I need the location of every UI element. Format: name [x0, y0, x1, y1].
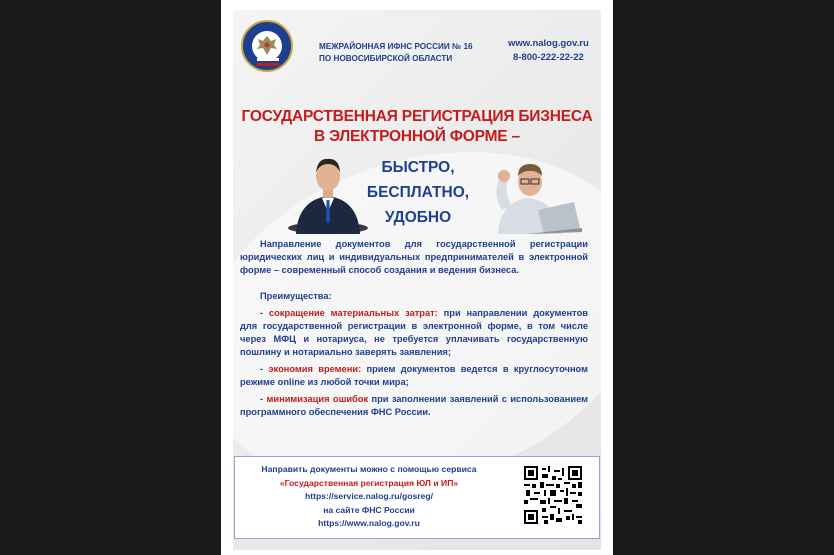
flag-icon	[257, 58, 279, 66]
advantage-item	[240, 307, 588, 359]
service-url-link[interactable]: https://service.nalog.ru/gosreg/	[305, 491, 433, 501]
man-with-laptop-illustration	[478, 150, 583, 234]
org-line-1: МЕЖРАЙОННАЯ ИФНС РОССИИ № 16	[319, 42, 473, 51]
service-line-4: на сайте ФНС России	[323, 504, 415, 515]
businessman-illustration	[288, 150, 368, 234]
slogan-free: БЕСПЛАТНО,	[366, 184, 470, 201]
qr-code-icon[interactable]	[524, 466, 582, 524]
advantage-key: экономия времени:	[268, 364, 362, 374]
advantage-item	[240, 393, 588, 419]
service-name: «Государственная регистрация ЮЛ и ИП»	[279, 477, 459, 488]
eagle-emblem-icon	[252, 31, 282, 61]
org-line-2: ПО НОВОСИБИРСКОЙ ОБЛАСТИ	[319, 54, 453, 63]
title-line-1: ГОСУДАРСТВЕННАЯ РЕГИСТРАЦИЯ БИЗНЕСА	[241, 108, 593, 125]
website-link[interactable]: www.nalog.gov.ru	[508, 38, 589, 49]
slogan-fast: БЫСТРО,	[381, 159, 455, 176]
service-line-1: Направить документы можно с помощью сервиса	[261, 464, 477, 474]
advantage-text: прием документов ведется в круглосуточном режиме online из любой точки мира;	[240, 364, 588, 387]
slogan-convenient: УДОБНО	[384, 209, 452, 226]
dash: -	[260, 308, 269, 318]
advantage-text: при направлении документов для государственной регистрации в электронной форме, в том числе через МФЦ и нотариуса, не требуется уплачивать государственную пошлину и нотариально заверять заявления;	[240, 308, 588, 357]
advantages-heading: Преимущества:	[260, 291, 332, 301]
dash: -	[260, 364, 269, 374]
intro-paragraph: Направление документов для государственной регистрации юридических лиц и индивидуальных предпринимателей в электронной форме – современный способ создания и ведения бизнеса.	[240, 239, 588, 275]
advantage-key: минимизация ошибок	[266, 394, 369, 404]
page	[221, 0, 613, 555]
service-box	[234, 456, 600, 539]
service-info	[235, 463, 503, 531]
site-link[interactable]: https://www.nalog.gov.ru	[318, 518, 420, 528]
slogan	[358, 155, 478, 230]
advantage-text: при заполнении заявлений с использованием программного обеспечения ФНС России.	[240, 394, 588, 417]
contacts	[508, 37, 589, 65]
advantage-item	[240, 363, 588, 389]
main-text	[240, 238, 588, 419]
phone-number: 8-800-222-22-22	[512, 52, 584, 63]
dash: -	[260, 394, 267, 404]
advantage-key: сокращение материальных затрат:	[268, 308, 438, 318]
organization-name	[319, 41, 473, 65]
title-line-2: В ЭЛЕКТРОННОЙ ФОРМЕ –	[314, 128, 520, 145]
page-title	[233, 107, 601, 147]
fns-logo	[241, 20, 293, 72]
poster	[233, 10, 601, 550]
